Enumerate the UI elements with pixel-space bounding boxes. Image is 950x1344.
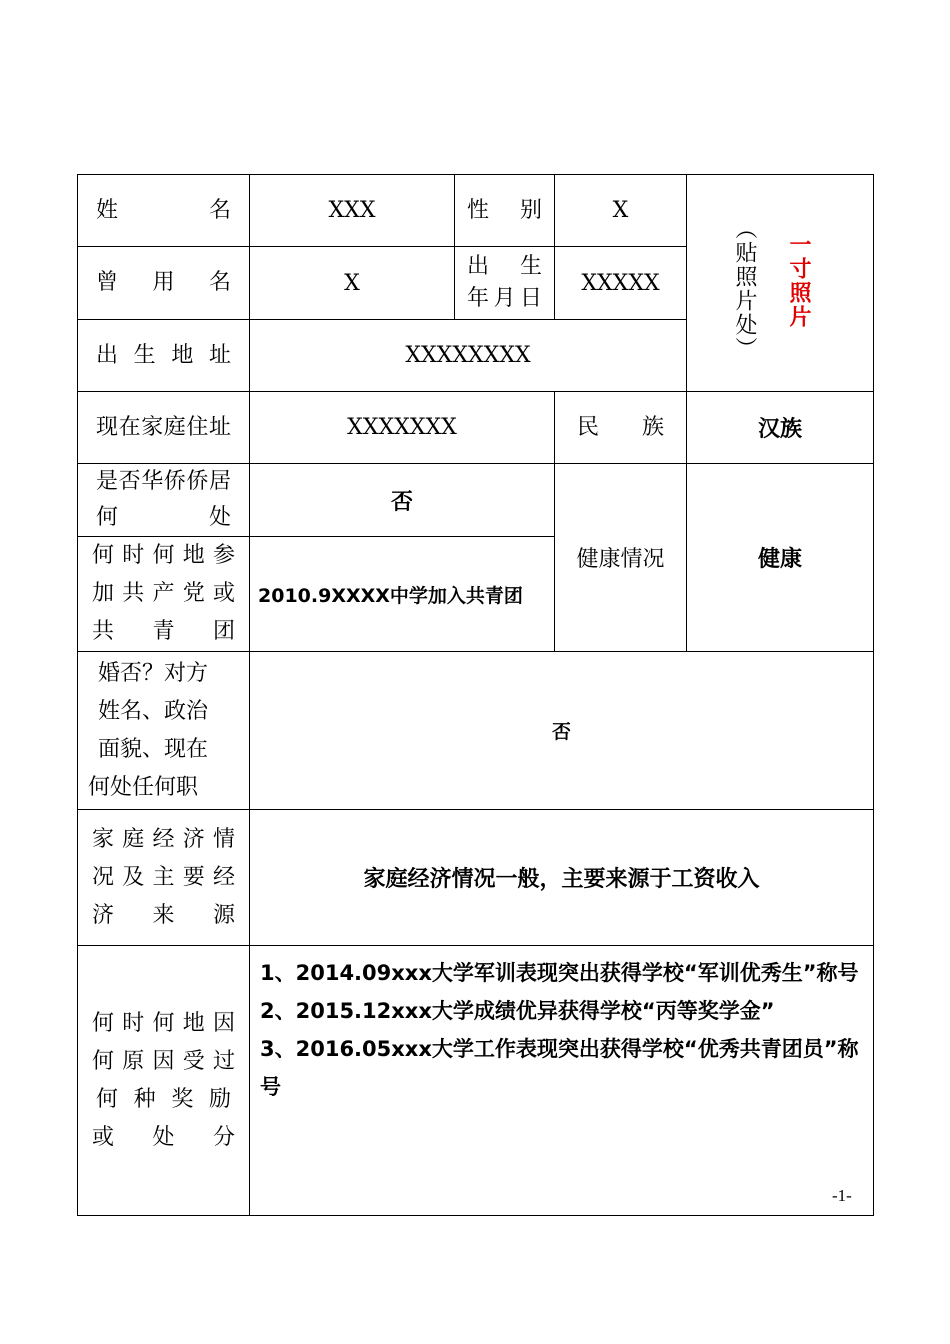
overseas-value: 否 (250, 464, 555, 537)
birth-date-value: XXXXX (555, 247, 687, 320)
name-value: XXX (250, 175, 455, 247)
overseas-label: 是否华侨侨居何处 (96, 469, 231, 530)
birth-date-label-cell (455, 247, 555, 320)
photo-placeholder-note: （贴照片处） (732, 217, 757, 361)
marriage-label-cell (78, 652, 250, 810)
birth-date-label-line1: 出 生 (467, 254, 542, 279)
photo-size-title: 一寸照片 (786, 233, 811, 329)
party-label-line2: 加共产党或 (92, 581, 235, 606)
awards-label-line2: 何原因受过 (92, 1048, 235, 1074)
marriage-value: 否 (250, 652, 874, 810)
party-value: 2010.9XXXX中学加入共青团 (250, 537, 555, 652)
page-number: -1- (832, 1186, 852, 1205)
birthplace-label-cell (78, 320, 250, 392)
home-address-label-cell (78, 392, 250, 464)
awards-label-line3: 何种奖励 (96, 1086, 231, 1112)
party-label-line1: 何时何地参 (92, 543, 235, 568)
marriage-label-line4: 何处任何职 (88, 774, 199, 800)
economy-label-line3: 济来源 (92, 902, 235, 928)
award-item: 2、2015.12xxx大学成绩优异获得学校“丙等奖学金” (260, 999, 775, 1023)
award-item: 3、2016.05xxx大学工作表现突出获得学校“优秀共青团员”称号 (260, 1037, 859, 1099)
name-label-cell (78, 175, 250, 247)
economy-label-line1: 家庭经济情 (92, 826, 235, 852)
ethnicity-label-cell (555, 392, 687, 464)
home-address-label: 现在家庭住址 (96, 414, 231, 440)
award-item: 1、2014.09xxx大学军训表现突出获得学校“军训优秀生”称号 (260, 961, 859, 985)
marriage-label-line2: 姓名、政治 (98, 698, 209, 724)
party-label-cell (78, 537, 250, 652)
birthplace-label: 出生地址 (96, 342, 231, 368)
photo-area (687, 175, 874, 392)
former-name-label: 曾用名 (96, 270, 231, 295)
awards-list (250, 946, 874, 1216)
economy-label-line2: 况及主要经 (92, 864, 235, 890)
economy-value: 家庭经济情况一般，主要来源于工资收入 (250, 810, 874, 946)
gender-label: 性别 (467, 197, 542, 223)
birthplace-value: XXXXXXXX (250, 320, 687, 392)
economy-label-cell (78, 810, 250, 946)
party-label-line3: 共青团 (92, 619, 235, 644)
marriage-label-line1: 婚否？对方 (98, 660, 209, 686)
overseas-label-cell (78, 464, 250, 537)
gender-value: X (555, 175, 687, 247)
former-name-label-cell (78, 247, 250, 320)
registration-form (77, 174, 873, 1213)
marriage-label-line3: 面貌、现在 (98, 736, 209, 762)
former-name-value: X (250, 247, 455, 320)
ethnicity-label: 民族 (577, 414, 664, 440)
border-gap (871, 1176, 873, 1212)
ethnicity-value: 汉族 (687, 392, 874, 464)
health-value: 健康 (687, 464, 874, 652)
awards-label-line1: 何时何地因 (92, 1010, 235, 1036)
awards-label-cell (78, 946, 250, 1216)
health-label: 健康情况 (555, 464, 687, 652)
home-address-value: XXXXXXX (250, 392, 555, 464)
name-label: 姓名 (96, 197, 231, 223)
gender-label-cell (455, 175, 555, 247)
birth-date-label-line2: 年月日 (467, 286, 542, 311)
awards-label-line4: 或处分 (92, 1124, 235, 1150)
